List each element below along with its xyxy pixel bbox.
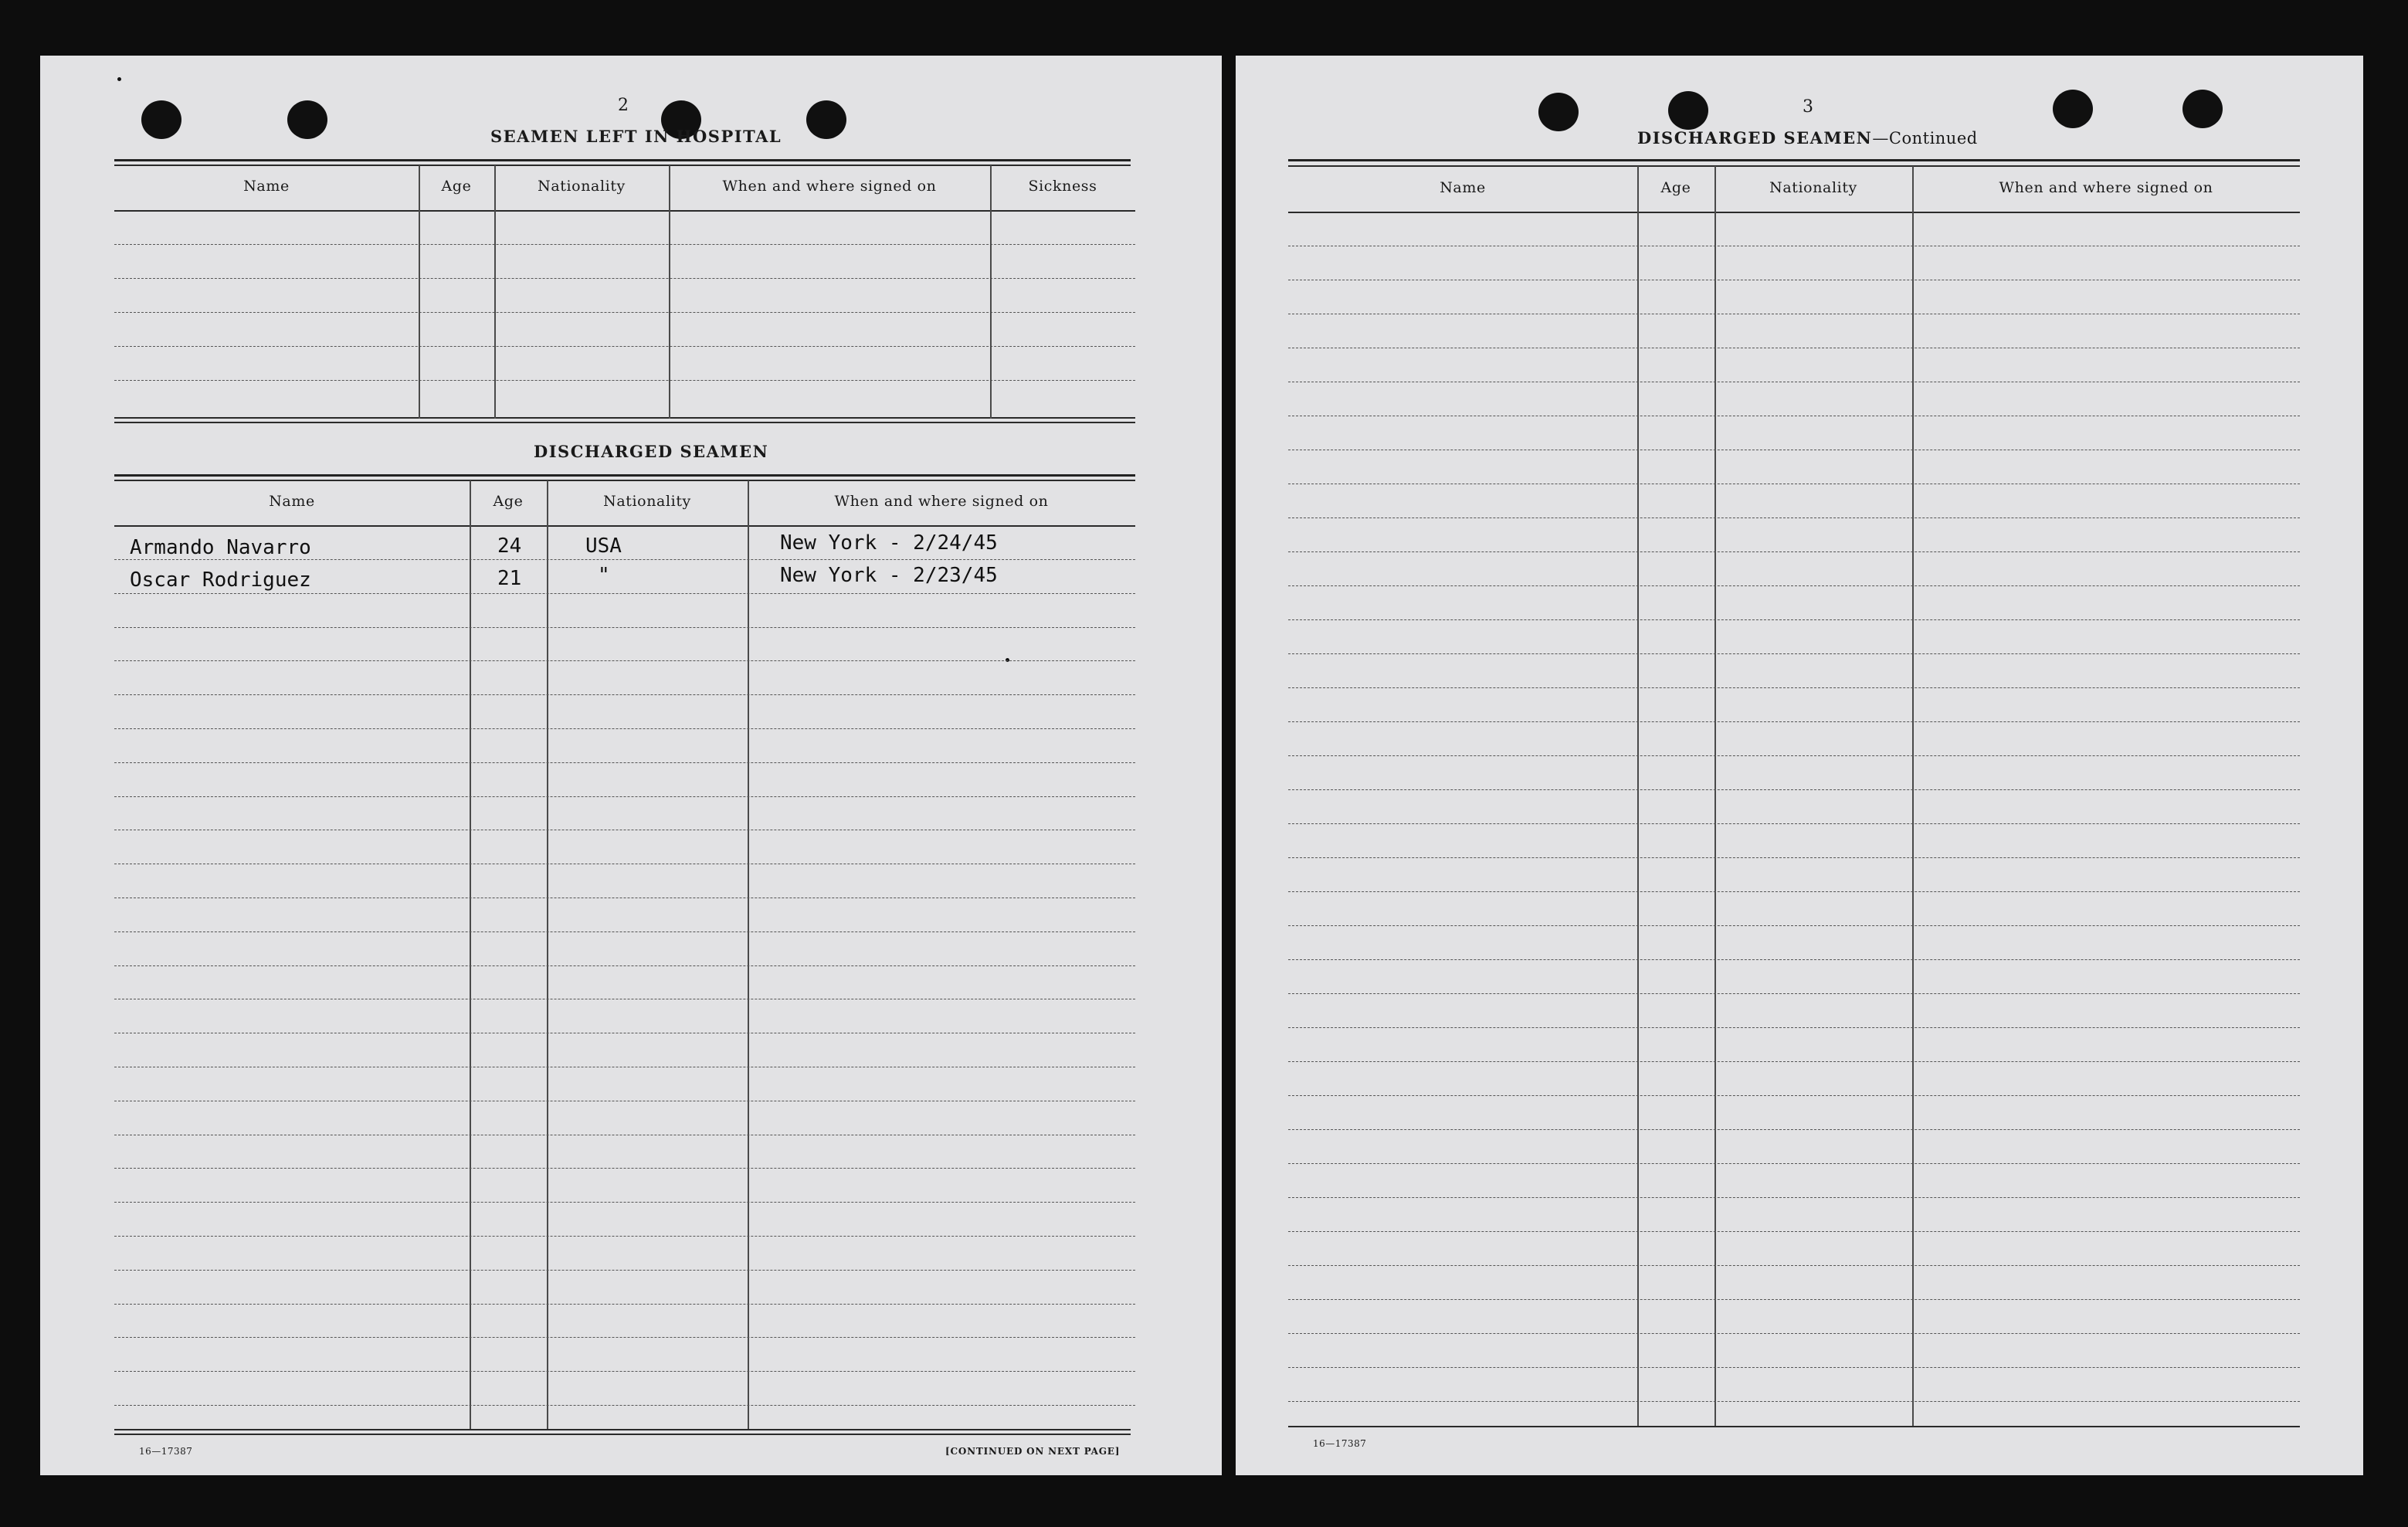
- row-line: [1288, 1299, 2300, 1300]
- entry-name: Armando Navarro: [130, 536, 311, 559]
- row-line: [114, 965, 1135, 966]
- column-divider: [1637, 166, 1639, 1427]
- table-bottom-rule: [114, 1429, 1131, 1430]
- row-line: [114, 1168, 1135, 1169]
- row-line: [1288, 1027, 2300, 1028]
- header-bottom-rule: [1288, 212, 2300, 213]
- table-bottom-rule: [114, 422, 1135, 423]
- row-line: [1288, 755, 2300, 756]
- row-line: [114, 1202, 1135, 1203]
- column-header-age: Age: [493, 493, 524, 510]
- right-page: [1236, 56, 2363, 1475]
- table-bottom-rule: [114, 417, 1135, 419]
- entry-nationality: USA: [585, 534, 622, 558]
- row-line: [1288, 551, 2300, 552]
- column-divider: [1714, 166, 1716, 1427]
- table-bottom-rule: [114, 1434, 1131, 1435]
- row-line: [1288, 1061, 2300, 1062]
- row-line: [114, 694, 1135, 695]
- entry-age: 21: [497, 567, 522, 590]
- form-code: 16—17387: [1313, 1438, 1367, 1449]
- row-line: [1288, 959, 2300, 960]
- column-header-signed-on: When and where signed on: [1999, 179, 2213, 196]
- column-divider: [494, 165, 496, 419]
- table-top-rule: [114, 474, 1135, 477]
- row-line: [1288, 687, 2300, 688]
- left-page: [40, 56, 1222, 1475]
- punch-hole: [2053, 90, 2093, 128]
- column-divider: [1912, 166, 1914, 1427]
- row-line: [114, 660, 1135, 661]
- row-line: [114, 1337, 1135, 1338]
- column-divider: [547, 480, 548, 1429]
- title-main: DISCHARGED SEAMEN: [1637, 128, 1873, 148]
- row-line: [114, 346, 1135, 347]
- continued-note: [CONTINUED ON NEXT PAGE]: [945, 1446, 1121, 1457]
- column-header-nationality: Nationality: [538, 178, 626, 195]
- row-line: [114, 559, 1135, 560]
- row-line: [1288, 1129, 2300, 1130]
- row-line: [114, 244, 1135, 245]
- page-number: 2: [618, 96, 629, 115]
- row-line: [114, 312, 1135, 313]
- table-top-rule: [1288, 165, 2300, 167]
- row-line: [114, 593, 1135, 594]
- row-line: [1288, 1197, 2300, 1198]
- column-divider: [419, 165, 420, 419]
- row-line: [1288, 619, 2300, 620]
- row-line: [1288, 1231, 2300, 1232]
- punch-hole: [2182, 90, 2223, 128]
- row-line: [1288, 1095, 2300, 1096]
- row-line: [114, 1304, 1135, 1305]
- column-header-age: Age: [441, 178, 472, 195]
- table-top-rule: [114, 165, 1131, 166]
- column-header-name: Name: [269, 493, 315, 510]
- entry-nationality: ": [598, 564, 610, 587]
- row-line: [114, 1236, 1135, 1237]
- column-header-nationality: Nationality: [603, 493, 691, 510]
- column-header-age: Age: [1660, 179, 1691, 196]
- row-line: [114, 1270, 1135, 1271]
- speck: [117, 77, 121, 81]
- table-top-rule: [114, 480, 1135, 481]
- column-divider: [748, 480, 749, 1429]
- row-line: [114, 931, 1135, 932]
- row-line: [1288, 721, 2300, 722]
- header-bottom-rule: [114, 525, 1135, 527]
- row-line: [1288, 823, 2300, 824]
- column-divider: [669, 165, 670, 419]
- row-line: [1288, 585, 2300, 586]
- punch-hole: [1668, 91, 1708, 130]
- row-line: [114, 380, 1135, 381]
- row-line: [114, 762, 1135, 763]
- discharged-continued-title: [1637, 128, 1978, 148]
- punch-hole: [141, 100, 181, 139]
- row-line: [1288, 857, 2300, 858]
- entry-signed-on: New York - 2/24/45: [780, 531, 998, 555]
- row-line: [114, 1371, 1135, 1372]
- row-line: [114, 627, 1135, 628]
- row-line: [1288, 1333, 2300, 1334]
- entry-signed-on: New York - 2/23/45: [780, 564, 998, 587]
- table-top-rule: [1288, 159, 2300, 161]
- row-line: [114, 278, 1135, 279]
- discharged-section-title: DISCHARGED SEAMEN: [534, 442, 769, 461]
- punch-hole: [806, 100, 846, 139]
- row-line: [1288, 653, 2300, 654]
- column-header-sickness: Sickness: [1028, 178, 1097, 195]
- row-line: [1288, 1401, 2300, 1402]
- header-bottom-rule: [114, 210, 1135, 212]
- row-line: [1288, 891, 2300, 892]
- column-divider: [990, 165, 992, 419]
- entry-name: Oscar Rodriguez: [130, 568, 311, 592]
- column-header-nationality: Nationality: [1769, 179, 1857, 196]
- row-line: [1288, 925, 2300, 926]
- column-header-signed-on: When and where signed on: [834, 493, 1049, 510]
- table-top-rule: [114, 159, 1131, 161]
- row-line: [1288, 993, 2300, 994]
- row-line: [114, 1405, 1135, 1406]
- row-line: [114, 796, 1135, 797]
- column-header-name: Name: [243, 178, 290, 195]
- punch-hole: [1538, 93, 1579, 131]
- row-line: [1288, 789, 2300, 790]
- row-line: [1288, 1163, 2300, 1164]
- form-code: 16—17387: [139, 1446, 193, 1457]
- title-suffix: —Continued: [1872, 129, 1978, 148]
- row-line: [1288, 517, 2300, 518]
- hospital-section-title: SEAMEN LEFT IN HOSPITAL: [490, 127, 782, 146]
- column-header-name: Name: [1440, 179, 1486, 196]
- column-divider: [470, 480, 471, 1429]
- page-number: 3: [1803, 97, 1814, 117]
- table-bottom-rule: [1288, 1426, 2300, 1427]
- row-line: [1288, 1265, 2300, 1266]
- row-line: [1288, 1367, 2300, 1368]
- entry-age: 24: [497, 534, 522, 558]
- row-line: [114, 728, 1135, 729]
- column-header-signed-on: When and where signed on: [722, 178, 937, 195]
- punch-hole: [287, 100, 327, 139]
